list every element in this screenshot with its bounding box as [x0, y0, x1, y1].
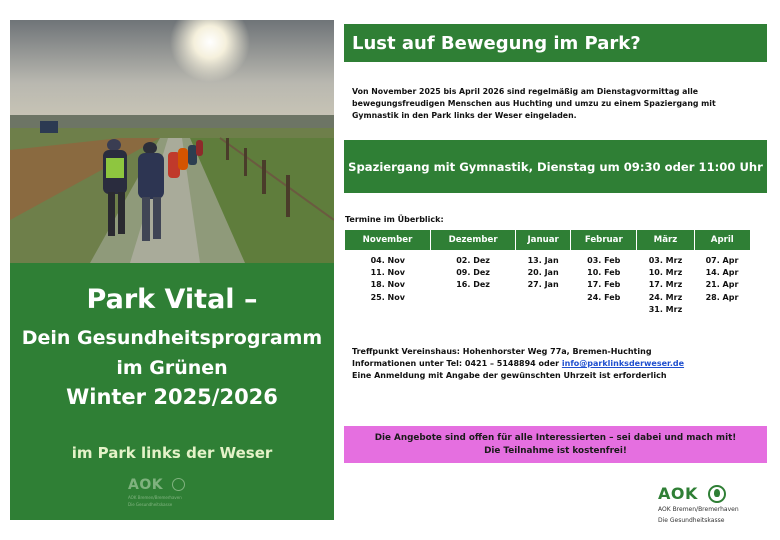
open-offer-line1: Die Angebote sind offen für alle Interessierten – sei dabei und mach mit! — [374, 433, 737, 443]
date-entry: 10. Feb — [587, 268, 621, 278]
program-title: Park Vital – — [86, 284, 258, 315]
phone-info — [352, 358, 684, 370]
faded-logo-sub2: Die Gesundheitskasse — [128, 502, 173, 507]
date-entry: 04. Nov — [370, 256, 405, 265]
date-entry: 02. Dez — [456, 256, 490, 265]
date-entry: 09. Dez — [456, 268, 490, 278]
headline-banner: Lust auf Bewegung im Park? — [344, 24, 767, 62]
month-dates-column — [571, 250, 637, 316]
aok-logo — [658, 483, 739, 524]
date-entry: 07. Apr — [705, 256, 739, 265]
walkers-photo — [10, 20, 334, 263]
aok-logo-sub1: AOK Bremen/Bremerhaven — [658, 506, 739, 513]
season-label: Winter 2025/2026 — [66, 385, 278, 409]
phone-text: Informationen unter Tel: 0421 – 5148894 oder — [352, 359, 562, 368]
program-subtitle-line1: Dein Gesundheitsprogramm — [21, 327, 323, 349]
intro-text: Von November 2025 bis April 2026 sind regelmäßig am Dienstagvormittag alle bewegungsfreudigen Menschen aus Huchting und umzu zu einem Spaziergang mit Gymnastik in den Park links der Weser eingeladen. — [352, 87, 716, 120]
walk-schedule-bar: Spaziergang mit Gymnastik, Dienstag um 09:30 oder 11:00 Uhr — [344, 140, 767, 193]
aok-logo-text: AOK — [658, 484, 698, 503]
month-dates-column — [431, 250, 516, 316]
date-entry: 18. Nov — [370, 280, 405, 290]
date-entry: 31. Mrz — [648, 304, 683, 314]
date-entry: 14. Apr — [705, 268, 739, 278]
month-header: März — [637, 230, 694, 250]
month-dates-column — [694, 250, 750, 316]
date-entry: 24. Mrz — [648, 292, 683, 302]
aok-emblem-icon — [708, 485, 726, 503]
date-entry: 11. Nov — [370, 268, 405, 278]
registration-note: Eine Anmeldung mit Angabe der gewünschten Uhrzeit ist erforderlich — [352, 371, 667, 380]
month-header: Januar — [516, 230, 571, 250]
dates-overview-label: Termine im Überblick: — [345, 215, 444, 224]
date-entry: 20. Jan — [527, 268, 559, 278]
month-header: November — [345, 230, 431, 250]
month-header: April — [694, 230, 750, 250]
open-offer-line2: Die Teilnahme ist kostenfrei! — [484, 445, 627, 456]
date-entry: 21. Apr — [705, 280, 739, 290]
faded-aok-logo — [128, 474, 185, 507]
date-entry: 16. Dez — [456, 280, 490, 290]
contact-info — [352, 346, 684, 382]
meeting-point: Treffpunkt Vereinshaus: Hohenhorster Weg 77a, Bremen-Huchting — [352, 347, 652, 356]
date-entry: 17. Mrz — [648, 280, 683, 290]
aok-logo-sub2: Die Gesundheitskasse — [658, 516, 725, 524]
month-dates-column — [637, 250, 694, 316]
title-panel — [10, 263, 334, 520]
month-header: Dezember — [431, 230, 516, 250]
date-entry: 27. Jan — [527, 280, 559, 290]
date-entry: 28. Apr — [705, 292, 739, 302]
date-entry: 13. Jan — [527, 256, 559, 265]
faded-logo-sub1: AOK Bremen/Bremerhaven — [128, 495, 182, 500]
month-header: Februar — [571, 230, 637, 250]
email-link[interactable]: info@parklinksderweser.de — [561, 359, 685, 368]
program-subtitle-line2: im Grünen — [116, 357, 228, 379]
open-offer-bar — [344, 426, 767, 463]
month-dates-column — [516, 250, 571, 316]
date-entry: 03. Feb — [587, 256, 621, 265]
date-entry: 10. Mrz — [648, 268, 683, 278]
logo-emblem-icon — [172, 478, 185, 491]
location-label: im Park links der Weser — [71, 444, 273, 462]
date-entry: 03. Mrz — [648, 256, 683, 265]
dates-table — [345, 230, 750, 316]
date-entry: 24. Feb — [587, 292, 621, 302]
date-entry: 17. Feb — [587, 280, 621, 290]
date-entry: 25. Nov — [370, 292, 405, 302]
faded-logo-text: AOK — [128, 476, 164, 493]
month-dates-column — [345, 250, 431, 316]
